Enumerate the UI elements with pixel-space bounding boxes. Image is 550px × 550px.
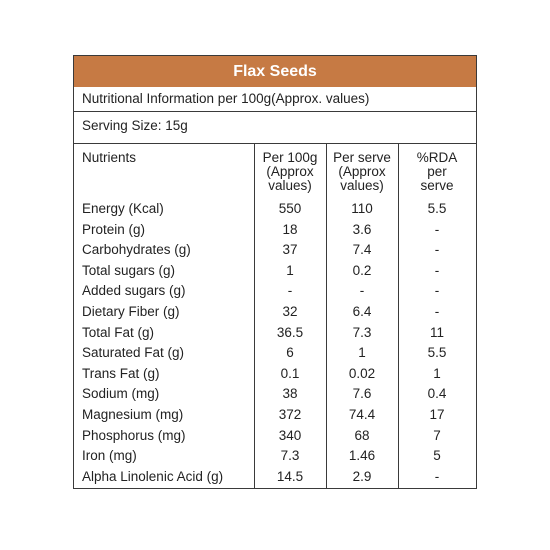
value-per-100g: 7.3 — [280, 448, 300, 464]
nutrient-name: Added sugars (g) — [82, 283, 186, 299]
value-per-100g: 38 — [282, 386, 298, 402]
value-per-100g: 18 — [282, 221, 298, 237]
table-row — [74, 220, 476, 241]
value-per-serve: 2.9 — [352, 468, 372, 484]
value-per-100g: 32 — [282, 303, 298, 319]
header-rda — [398, 151, 476, 193]
value-per-serve: 7.4 — [352, 242, 372, 258]
value-per-100g: - — [287, 283, 293, 299]
nutrient-name: Total Fat (g) — [82, 324, 155, 340]
value-rda: 1 — [433, 365, 441, 381]
product-title: Flax Seeds — [74, 56, 476, 87]
table-row — [74, 446, 476, 467]
nutrient-name: Total sugars (g) — [82, 262, 176, 278]
value-per-serve: 1.46 — [348, 448, 376, 464]
label-subtitle: Nutritional Information per 100g(Approx. values) — [82, 91, 370, 106]
table-row — [74, 261, 476, 282]
nutrient-name: Phosphorus (mg) — [82, 427, 186, 443]
table-row — [74, 384, 476, 405]
header-line: (Approx — [338, 164, 386, 179]
nutrient-name: Saturated Fat (g) — [82, 345, 185, 361]
value-per-serve: 7.6 — [352, 386, 372, 402]
value-rda: 0.4 — [427, 386, 447, 402]
nutrient-name: Iron (mg) — [82, 448, 137, 464]
header-line: (Approx — [266, 164, 314, 179]
divider — [74, 143, 476, 144]
table-row — [74, 364, 476, 385]
value-per-serve: 74.4 — [348, 406, 376, 422]
value-per-serve: 68 — [354, 427, 370, 443]
value-rda: 5.5 — [427, 201, 447, 216]
value-rda: - — [434, 221, 440, 237]
header-line: %RDA — [416, 150, 458, 165]
nutrient-name: Energy (Kcal) — [82, 201, 164, 216]
nutrient-name: Trans Fat (g) — [82, 365, 160, 381]
header-line: Per serve — [333, 150, 391, 165]
divider — [74, 111, 476, 112]
nutrient-name: Dietary Fiber (g) — [82, 303, 180, 319]
nutrition-label — [73, 55, 477, 489]
value-per-serve: 0.02 — [348, 365, 376, 381]
value-rda: 7 — [433, 427, 441, 443]
value-rda: 11 — [429, 324, 444, 340]
header-line: serve — [420, 178, 454, 193]
value-per-100g: 36.5 — [276, 324, 304, 340]
value-per-serve: 3.6 — [352, 221, 372, 237]
table-row — [74, 426, 476, 447]
table-row — [74, 405, 476, 426]
table-row — [74, 343, 476, 364]
value-per-serve: 7.3 — [352, 324, 372, 340]
value-per-serve: 0.2 — [352, 262, 372, 278]
nutrient-name: Carbohydrates (g) — [82, 242, 191, 258]
value-rda: - — [434, 283, 440, 299]
value-per-100g: 550 — [278, 201, 302, 216]
nutrient-name: Sodium (mg) — [82, 386, 160, 402]
table-row — [74, 199, 476, 220]
value-rda: - — [434, 468, 440, 484]
value-per-100g: 0.1 — [280, 365, 300, 381]
value-per-serve: 6.4 — [352, 303, 372, 319]
value-per-100g: 340 — [278, 427, 302, 443]
value-rda: 5 — [433, 448, 441, 464]
table-row — [74, 281, 476, 302]
value-per-100g: 14.5 — [276, 468, 304, 484]
value-per-100g: 372 — [278, 406, 302, 422]
nutrient-name: Magnesium (mg) — [82, 406, 184, 422]
header-line: Per 100g — [262, 150, 318, 165]
table-row — [74, 302, 476, 323]
table-row — [74, 323, 476, 344]
header-line: per — [427, 164, 447, 179]
value-rda: - — [434, 303, 440, 319]
table-row — [74, 240, 476, 261]
serving-size: Serving Size: 15g — [82, 118, 188, 133]
value-rda: 5.5 — [427, 345, 447, 361]
value-per-100g: 6 — [286, 345, 294, 361]
header-per-serve — [326, 151, 398, 193]
value-per-100g: 1 — [286, 262, 294, 278]
nutrient-name: Alpha Linolenic Acid (g) — [82, 468, 224, 484]
nutrient-table-body — [74, 199, 476, 487]
value-per-serve: - — [359, 283, 365, 299]
header-line: values) — [268, 178, 312, 193]
value-per-serve: 110 — [351, 201, 373, 216]
header-line: values) — [340, 178, 384, 193]
table-row — [74, 467, 476, 488]
nutrient-name: Protein (g) — [82, 221, 146, 237]
value-rda: - — [434, 262, 440, 278]
value-per-serve: 1 — [358, 345, 366, 361]
value-per-100g: 37 — [282, 242, 298, 258]
header-per-100g — [254, 151, 326, 193]
header-nutrients: Nutrients — [82, 150, 137, 165]
value-rda: - — [434, 242, 440, 258]
value-rda: 17 — [429, 406, 445, 422]
